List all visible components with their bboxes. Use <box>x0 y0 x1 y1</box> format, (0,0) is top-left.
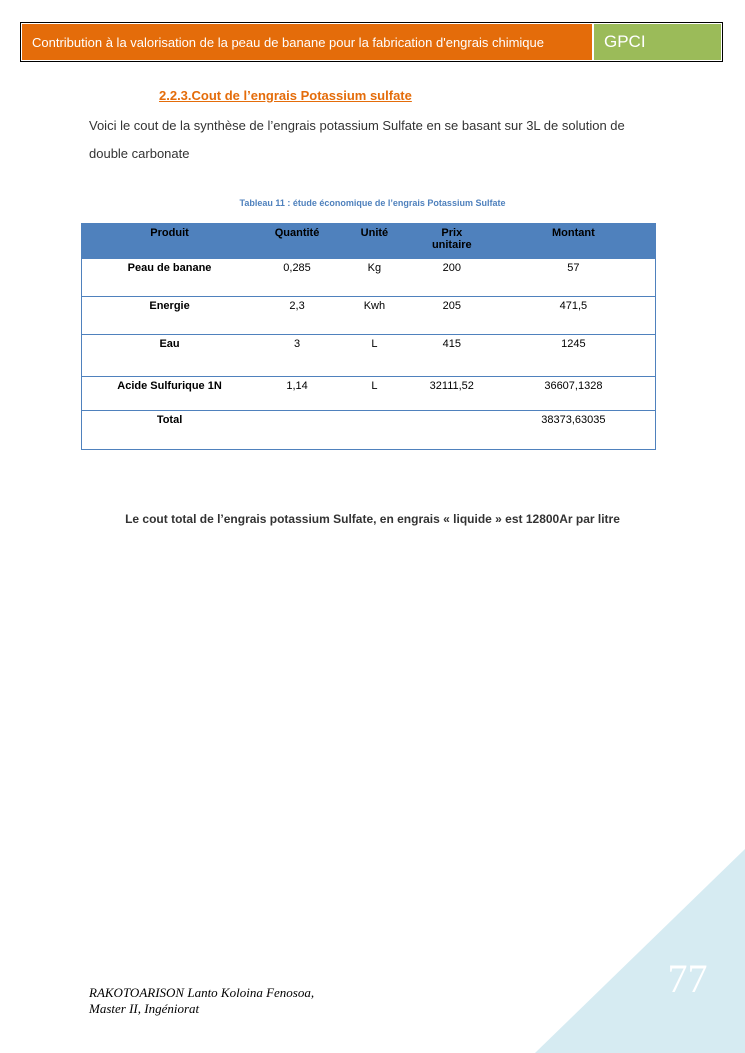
header-unite: Unité <box>337 224 412 259</box>
running-header <box>20 22 723 62</box>
cell-produit: Eau <box>82 335 258 377</box>
cell-unite: L <box>337 377 412 411</box>
cell-prix: 200 <box>412 259 492 297</box>
cell-montant: 1245 <box>492 335 656 377</box>
cell-prix: 205 <box>412 297 492 335</box>
table-total-row <box>82 411 656 450</box>
header-prix: Prix unitaire <box>412 224 492 259</box>
cell-quantite: 3 <box>257 335 337 377</box>
cell-quantite: 0,285 <box>257 259 337 297</box>
intro-paragraph: Voici le cout de la synthèse de l’engrais potassium Sulfate en se basant sur 3L de solution de double carbonate <box>89 118 625 161</box>
footer-author: RAKOTOARISON Lanto Koloina Fenosoa, <box>89 985 315 1000</box>
cell-total-montant: 38373,63035 <box>492 411 656 450</box>
header-title: Contribution à la valorisation de la peau de banane pour la fabrication d'engrais chimique <box>22 24 592 60</box>
cell-unite: Kwh <box>337 297 412 335</box>
footer-degree: Master II, Ingéniorat <box>89 1001 200 1016</box>
footer <box>89 985 314 1017</box>
cell-unite: L <box>337 335 412 377</box>
conclusion-text: Le cout total de l’engrais potassium Sulfate, en engrais « liquide » est 12800Ar par litre <box>125 512 620 526</box>
cell-montant: 36607,1328 <box>492 377 656 411</box>
cost-table <box>81 223 656 450</box>
cell-montant: 471,5 <box>492 297 656 335</box>
cell-quantite <box>257 411 337 450</box>
cell-produit: Acide Sulfurique 1N <box>82 377 258 411</box>
cell-quantite: 2,3 <box>257 297 337 335</box>
page-corner-decoration <box>535 849 745 1053</box>
cell-total-label: Total <box>82 411 258 450</box>
header-montant: Montant <box>492 224 656 259</box>
table-row <box>82 335 656 377</box>
cell-unite <box>337 411 412 450</box>
cell-quantite: 1,14 <box>257 377 337 411</box>
table-header-row <box>82 224 656 259</box>
cell-prix <box>412 411 492 450</box>
section-title: 2.2.3.Cout de l’engrais Potassium sulfate <box>159 88 412 103</box>
table-row <box>82 297 656 335</box>
page-number: 77 <box>667 956 708 1001</box>
header-quantite: Quantité <box>257 224 337 259</box>
cell-unite: Kg <box>337 259 412 297</box>
table-row <box>82 259 656 297</box>
cell-produit: Energie <box>82 297 258 335</box>
table-row <box>82 377 656 411</box>
header-tag: GPCI <box>594 24 721 60</box>
cell-prix: 32111,52 <box>412 377 492 411</box>
cell-produit: Peau de banane <box>82 259 258 297</box>
header-produit: Produit <box>82 224 258 259</box>
table-caption: Tableau 11 : étude économique de l’engrais Potassium Sulfate <box>239 198 506 208</box>
cell-montant: 57 <box>492 259 656 297</box>
cell-prix: 415 <box>412 335 492 377</box>
